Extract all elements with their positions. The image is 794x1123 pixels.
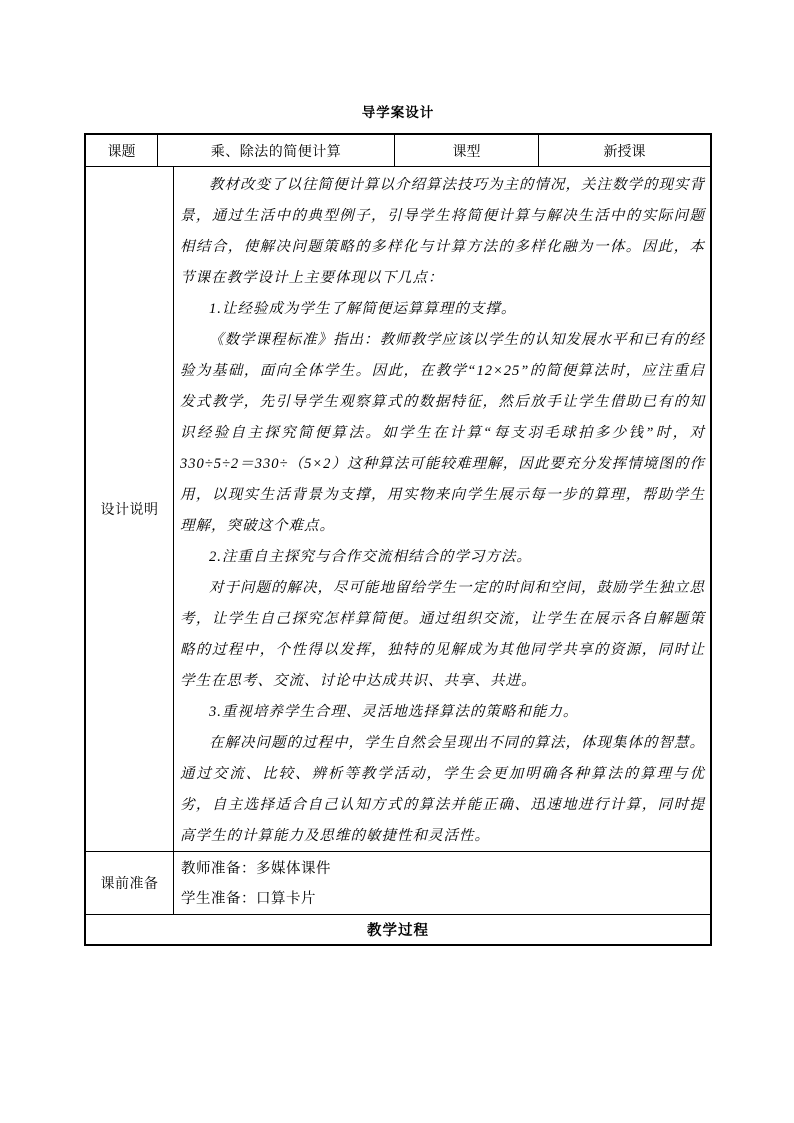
design-paragraph: 教材改变了以往简便计算以介绍算法技巧为主的情况，关注数学的现实背景，通过生活中的典型例子，引导学生将简便计算与解决生活中的实际问题相结合，使解决问题策略的多样化与计算方法的多样化融为一体。因此，本节课在教学设计上主要体现以下几点：: [180, 177, 705, 286]
page-title: 导学案设计: [361, 105, 435, 120]
teacher-preparation-line: 教师准备：多媒体课件: [181, 861, 331, 877]
table-header-row: [86, 135, 710, 167]
preparation-row: [86, 852, 710, 915]
course-type-label-cell: 课型: [395, 135, 539, 166]
teaching-process-label: 教学过程: [367, 923, 429, 939]
preparation-label: 课前准备: [86, 852, 174, 914]
teaching-process-row: [86, 915, 710, 944]
course-type-value-cell: 新授课: [603, 144, 646, 160]
preparation-content: [174, 852, 710, 914]
student-preparation-line: 学生准备：口算卡片: [181, 891, 316, 907]
design-notes-row: [86, 167, 710, 852]
topic-label-cell: 课题: [86, 135, 158, 166]
design-paragraph: 《数学课程标准》指出：教师教学应该以学生的认知发展水平和已有的经验为基础，面向全体学生。因此，在教学“12×25”的简便算法时，应注重启发式教学，先引导学生观察算式的数据特征，然后放手让学生借助已有的知识经验自主探究简便算法。如学生在计算“每支羽毛球拍多少钱”时，对 330÷5÷2＝330÷（5×2）这种算法可能较难理解，因此要充分发挥情境图的作用，以现实生活背景为支撑，用实物来向学生展示每一步的算理，帮助学生理解，突破这个难点。: [180, 332, 705, 534]
design-paragraph: 2.注重自主探究与合作交流相结合的学习方法。: [209, 549, 532, 565]
topic-value-cell: 乘、除法的简便计算: [158, 135, 395, 166]
lesson-plan-table: [84, 133, 712, 946]
design-paragraph: 3.重视培养学生合理、灵活地选择算法的策略和能力。: [209, 704, 579, 720]
design-notes-content: [174, 167, 710, 851]
design-paragraph: 1.让经验成为学生了解简便运算算理的支撑。: [209, 301, 517, 317]
design-paragraph: 对于问题的解决，尽可能地留给学生一定的时间和空间，鼓励学生独立思考，让学生自己探究怎样算简便。通过组织交流，让学生在展示各自解题策略的过程中，个性得以发挥，独特的见解成为其他同学共享的资源，同时让学生在思考、交流、讨论中达成共识、共享、共进。: [180, 580, 705, 689]
design-paragraph: 在解决问题的过程中，学生自然会呈现出不同的算法，体现集体的智慧。通过交流、比较、辨析等教学活动，学生会更加明确各种算法的算理与优劣，自主选择适合自己认知方式的算法并能正确、迅速地进行计算，同时提高学生的计算能力及思维的敏捷性和灵活性。: [180, 735, 705, 844]
design-notes-label: 设计说明: [86, 167, 174, 851]
